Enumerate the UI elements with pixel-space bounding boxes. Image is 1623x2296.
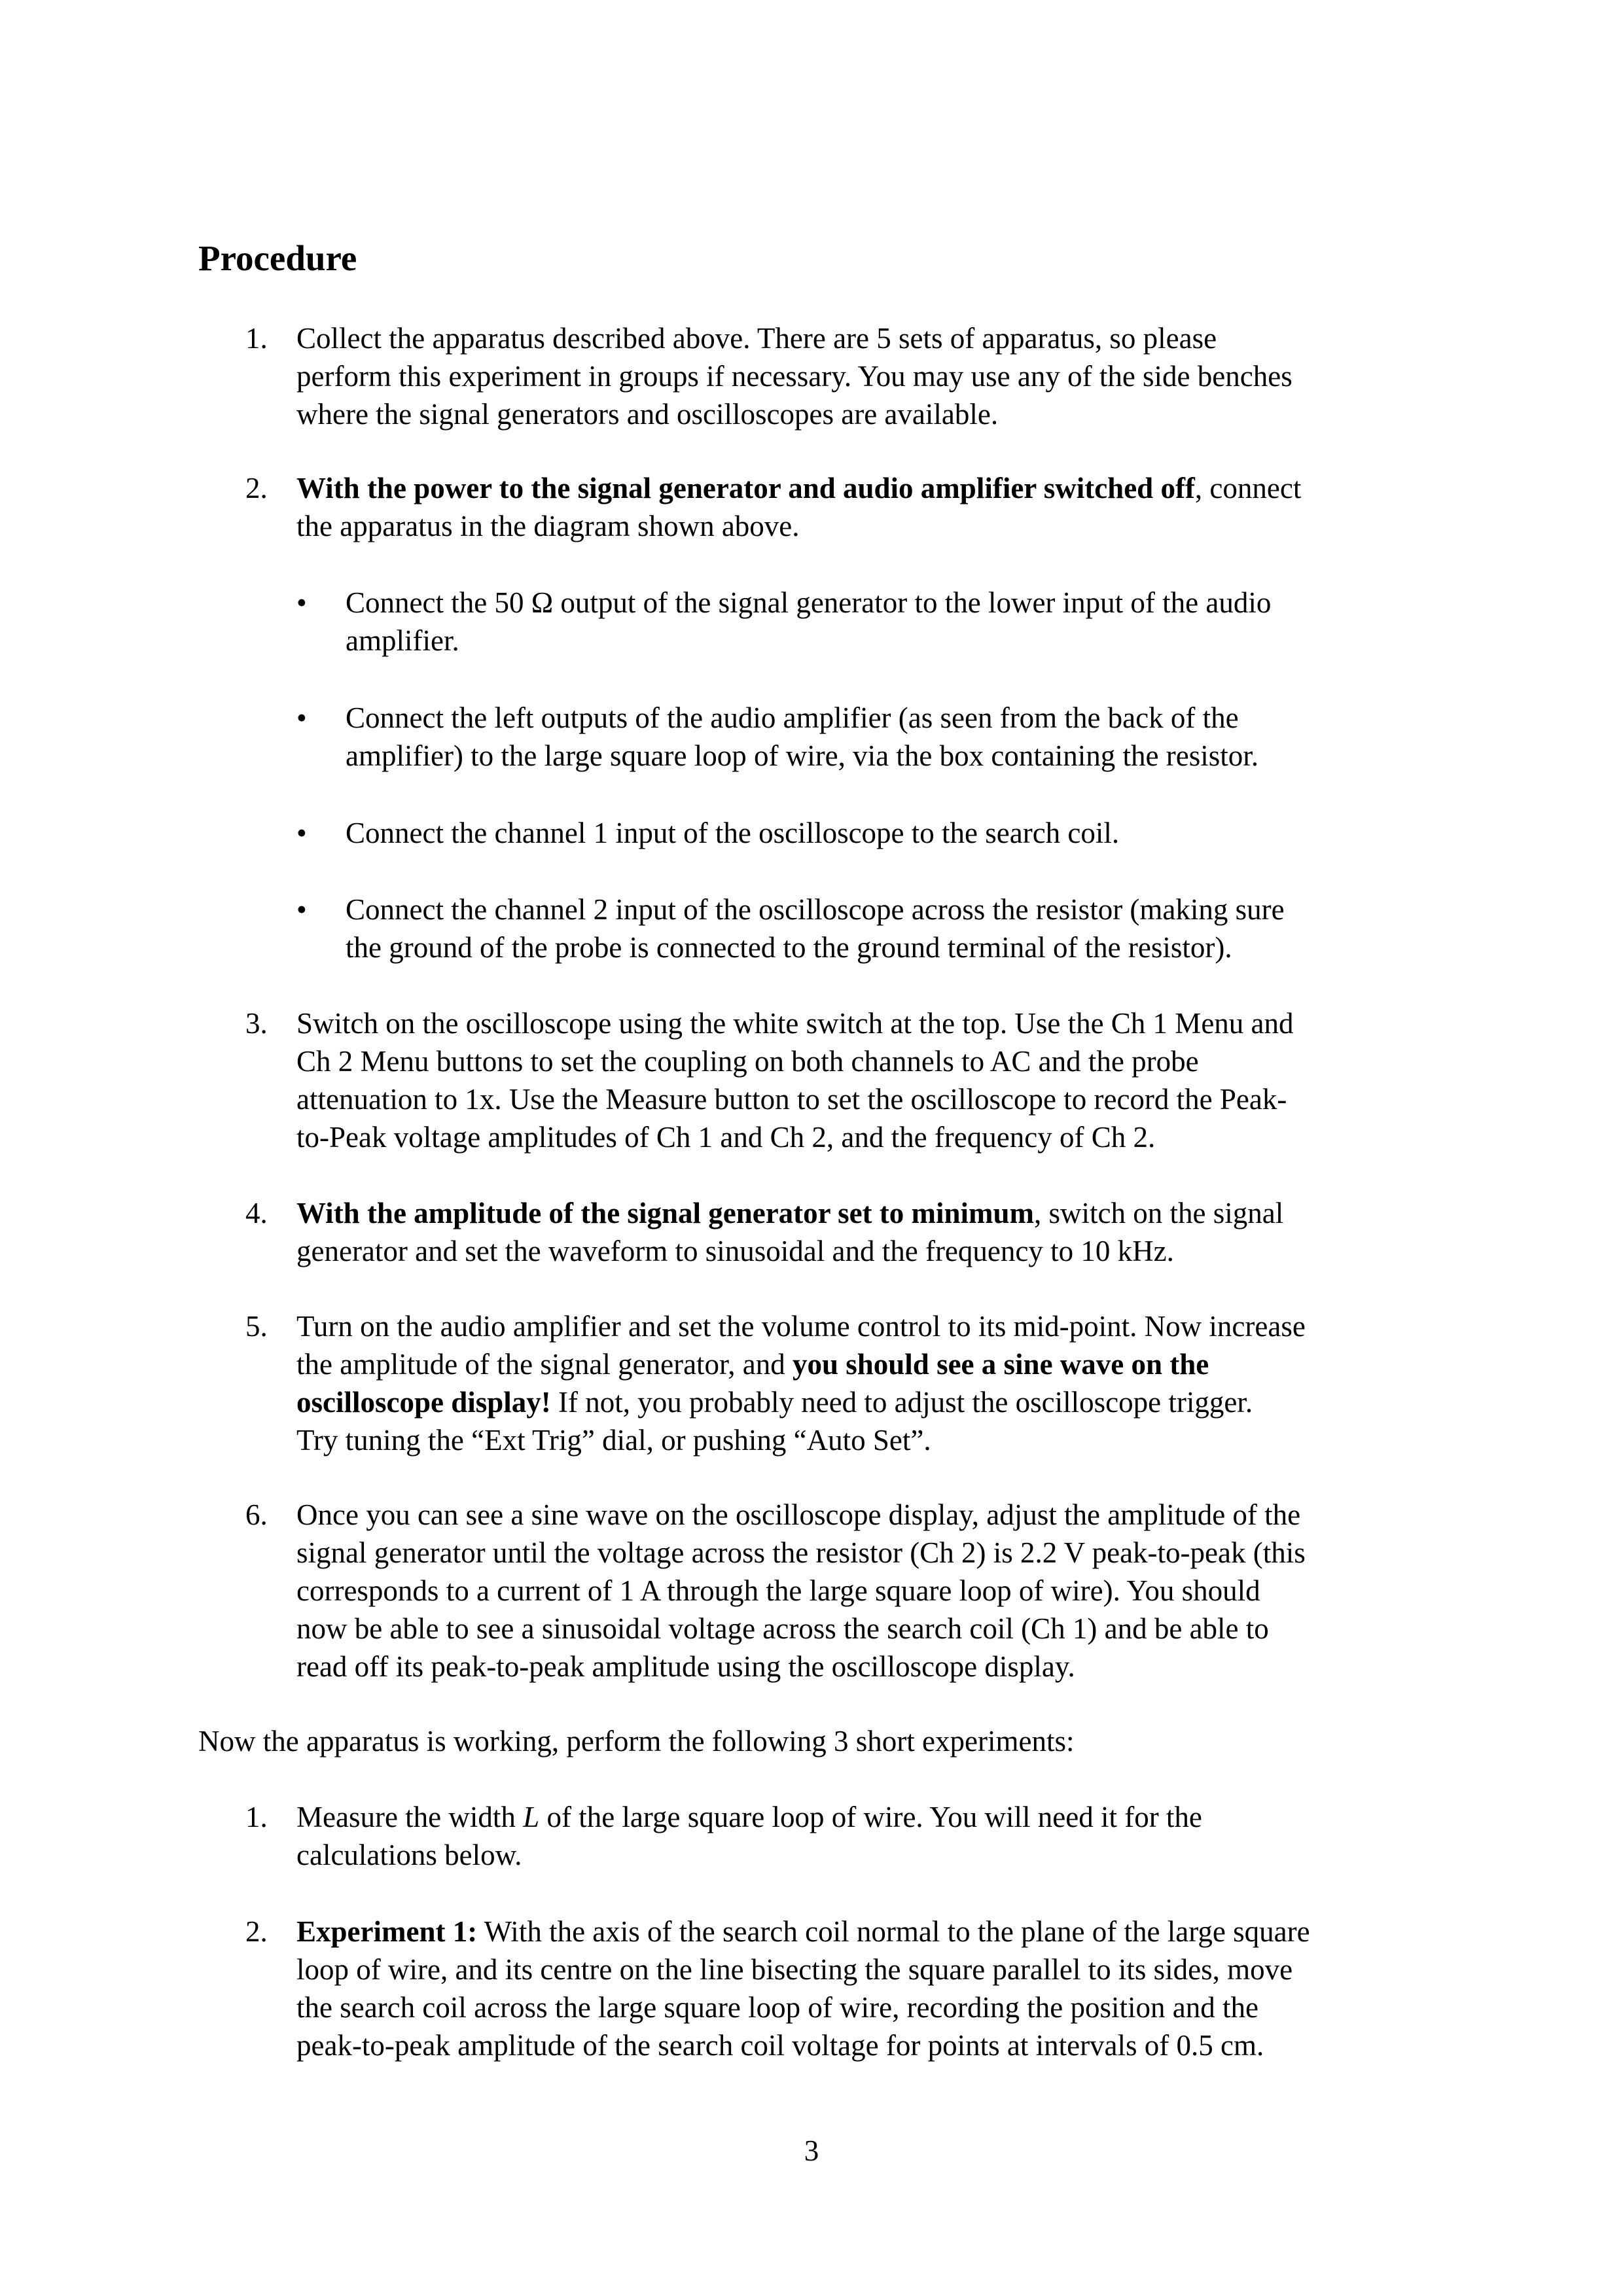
text-fragment: , connect xyxy=(1194,472,1302,504)
step-number: 6. xyxy=(245,1498,268,1531)
text-fragment: Measure the width xyxy=(296,1801,524,1833)
step-number: 3. xyxy=(245,1007,268,1040)
section-heading: Procedure xyxy=(198,238,357,278)
page-number: 3 xyxy=(804,2134,819,2167)
text-line: attenuation to 1x. Use the Measure button to set the oscilloscope to record the Peak- xyxy=(296,1083,1287,1116)
text-line: Once you can see a sine wave on the oscilloscope display, adjust the amplitude of the xyxy=(296,1498,1301,1531)
text-line: Connect the left outputs of the audio amplifier (as seen from the back of the xyxy=(346,701,1239,734)
experiments-intro: Now the apparatus is working, perform the following 3 short experiments: xyxy=(198,1725,1075,1757)
text-line xyxy=(296,1913,1438,1951)
bullet-text xyxy=(346,891,1438,966)
text-line: signal generator until the voltage across the resistor (Ch 2) is 2.2 V peak-to-peak (this xyxy=(296,1536,1306,1569)
text-line xyxy=(296,1798,1438,1836)
text-line: the ground of the probe is connected to the ground terminal of the resistor). xyxy=(346,931,1232,964)
bullet-text xyxy=(346,699,1438,775)
step-number: 5. xyxy=(245,1310,268,1343)
step-number: 4. xyxy=(245,1197,268,1229)
text-line xyxy=(296,1194,1438,1232)
step-number: 2. xyxy=(245,472,268,504)
step-text xyxy=(296,1004,1438,1156)
text-line: corresponds to a current of 1 A through the large square loop of wire). You should xyxy=(296,1574,1260,1607)
step-text xyxy=(296,1496,1438,1686)
text-line: Ch 2 Menu buttons to set the coupling on both channels to AC and the probe xyxy=(296,1045,1199,1078)
text-line: Try tuning the “Ext Trig” dial, or pushing “Auto Set”. xyxy=(296,1424,931,1457)
experiment-label: Experiment 1: xyxy=(296,1915,478,1948)
step-number: 1. xyxy=(245,1801,268,1833)
step-text xyxy=(296,1194,1438,1270)
text-line: amplifier. xyxy=(346,624,459,657)
step-text xyxy=(296,469,1438,545)
text-line: calculations below. xyxy=(296,1839,522,1871)
text-line: Connect the 50 Ω output of the signal generator to the lower input of the audio xyxy=(346,586,1272,619)
bullet-text xyxy=(346,814,1438,852)
text-line: Collect the apparatus described above. There are 5 sets of apparatus, so please xyxy=(296,322,1217,355)
step-number: 1. xyxy=(245,322,268,355)
text-line: generator and set the waveform to sinusoidal and the frequency to 10 kHz. xyxy=(296,1235,1174,1267)
text-line: the search coil across the large square loop of wire, recording the position and the xyxy=(296,1991,1258,2024)
text-line: loop of wire, and its centre on the line bisecting the square parallel to its sides, move xyxy=(296,1953,1293,1986)
variable-symbol: L xyxy=(523,1801,540,1833)
bold-emphasis: you should see a sine wave on the xyxy=(792,1348,1209,1381)
text-fragment: the amplitude of the signal generator, and xyxy=(296,1348,793,1381)
text-line: Turn on the audio amplifier and set the volume control to its mid-point. Now increase xyxy=(296,1310,1306,1343)
text-line: peak-to-peak amplitude of the search coil voltage for points at intervals of 0.5 cm. xyxy=(296,2029,1264,2062)
text-fragment: If not, you probably need to adjust the oscilloscope trigger. xyxy=(550,1386,1253,1419)
text-fragment: of the large square loop of wire. You will need it for the xyxy=(539,1801,1202,1833)
text-line xyxy=(296,469,1438,507)
bullet-icon: • xyxy=(296,586,307,619)
text-line: the apparatus in the diagram shown above. xyxy=(296,510,800,542)
bullet-text xyxy=(346,584,1438,660)
text-line: read off its peak-to-peak amplitude using the oscilloscope display. xyxy=(296,1650,1075,1683)
step-text xyxy=(296,1307,1438,1459)
bold-instruction: With the amplitude of the signal generator set to minimum xyxy=(296,1197,1035,1229)
text-line: Connect the channel 2 input of the oscilloscope across the resistor (making sure xyxy=(346,893,1285,926)
bullet-icon: • xyxy=(296,893,307,926)
text-line xyxy=(296,1383,1438,1421)
text-line xyxy=(296,1345,1438,1383)
step-text xyxy=(296,1913,1438,2064)
bullet-icon: • xyxy=(296,701,307,734)
step-text xyxy=(296,1798,1438,1874)
bold-emphasis: oscilloscope display! xyxy=(296,1386,551,1419)
text-line: now be able to see a sinusoidal voltage across the search coil (Ch 1) and be able to xyxy=(296,1612,1269,1645)
text-line: perform this experiment in groups if necessary. You may use any of the side benches xyxy=(296,360,1293,393)
step-text xyxy=(296,319,1438,433)
bullet-icon: • xyxy=(296,817,307,849)
bold-instruction: With the power to the signal generator and audio amplifier switched off xyxy=(296,472,1195,504)
text-fragment: , switch on the signal xyxy=(1034,1197,1284,1229)
text-line: to-Peak voltage amplitudes of Ch 1 and Ch 2, and the frequency of Ch 2. xyxy=(296,1121,1156,1154)
text-line: Switch on the oscilloscope using the white switch at the top. Use the Ch 1 Menu and xyxy=(296,1007,1294,1040)
text-line: Connect the channel 1 input of the oscilloscope to the search coil. xyxy=(346,817,1120,849)
step-number: 2. xyxy=(245,1915,268,1948)
text-line: where the signal generators and oscilloscopes are available. xyxy=(296,398,999,431)
text-line: amplifier) to the large square loop of wire, via the box containing the resistor. xyxy=(346,739,1259,772)
text-fragment: With the axis of the search coil normal to the plane of the large square xyxy=(477,1915,1310,1948)
